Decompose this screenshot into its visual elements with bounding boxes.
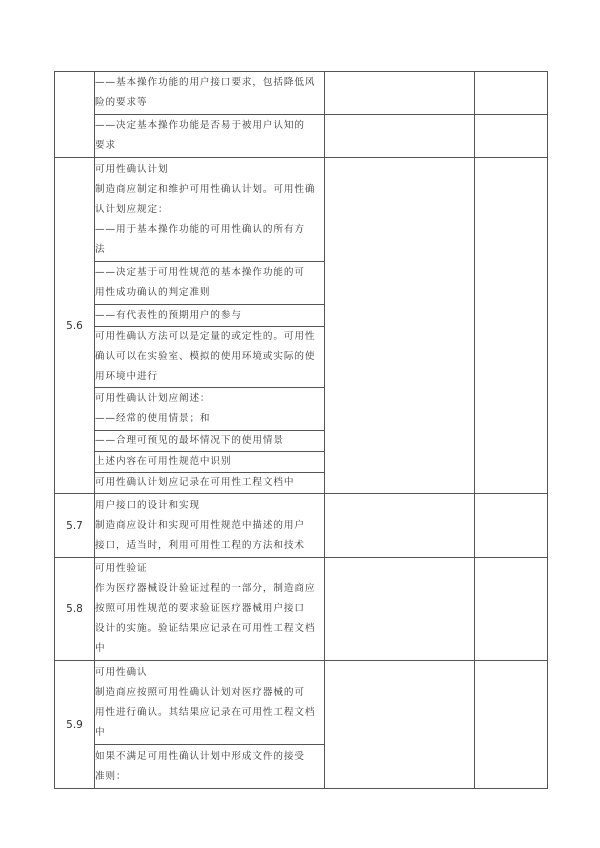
section-number-cell bbox=[55, 661, 95, 789]
text-line: 可用性确认计划应阐述： bbox=[95, 393, 211, 404]
blank-cell bbox=[475, 661, 548, 789]
section-number: 5.6 bbox=[66, 319, 83, 332]
blank-cell bbox=[325, 72, 475, 115]
requirement-cell bbox=[95, 305, 325, 327]
requirement-cell bbox=[95, 115, 325, 158]
text-line: 用性成功确认的判定准则 bbox=[95, 287, 211, 298]
text-line: 可用性确认 bbox=[95, 666, 148, 678]
blank-cell bbox=[325, 558, 475, 661]
requirement-cell bbox=[95, 745, 325, 789]
blank-cell bbox=[475, 158, 548, 494]
requirement-cell bbox=[95, 661, 325, 745]
text-line: 用环境中进行 bbox=[95, 371, 158, 382]
text-line: 准则： bbox=[95, 770, 127, 782]
text-line: ——合理可预见的最坏情况下的使用情景 bbox=[95, 435, 284, 446]
requirement-cell bbox=[95, 327, 325, 388]
requirement-cell bbox=[95, 158, 325, 262]
blank-cell bbox=[325, 115, 475, 158]
text-line: 接口，适当时，利用可用性工程的方法和技术 bbox=[95, 539, 305, 551]
text-line: 作为医疗器械设计验证过程的一部分，制造商应 bbox=[95, 583, 316, 594]
section-number: 5.7 bbox=[66, 519, 83, 532]
text-line: 制造商应按照可用性确认计划对医疗器械的可 bbox=[95, 686, 305, 698]
text-line: ——经常的使用情景；和 bbox=[95, 413, 211, 424]
text-line: 上述内容在可用性规范中识别 bbox=[95, 456, 232, 467]
requirement-cell bbox=[95, 473, 325, 494]
text-line: 用性进行确认。其结果应记录在可用性工程文档 bbox=[95, 706, 316, 718]
blank-cell bbox=[475, 494, 548, 558]
text-line: ——有代表性的预期用户的参与 bbox=[95, 309, 242, 321]
requirement-cell bbox=[95, 431, 325, 452]
requirements-table bbox=[54, 71, 548, 789]
text-line: ——决定基本操作功能是否易于被用户认知的 bbox=[95, 120, 305, 131]
blank-cell bbox=[475, 558, 548, 661]
text-line: 可用性确认计划应记录在可用性工程文档中 bbox=[95, 477, 295, 488]
text-line: 可用性确认计划 bbox=[95, 163, 169, 175]
section-number-cell bbox=[55, 158, 95, 494]
text-line: 如果不满足可用性确认计划中形成文件的接受 bbox=[95, 750, 305, 762]
text-line: 法 bbox=[95, 243, 106, 255]
text-line: 制造商应制定和维护可用性确认计划。可用性确 bbox=[95, 183, 316, 195]
requirement-cell bbox=[95, 494, 325, 558]
section-number: 5.9 bbox=[66, 718, 83, 731]
text-line: 中 bbox=[95, 643, 106, 654]
requirement-cell bbox=[95, 388, 325, 431]
text-line: ——决定基于可用性规范的基本操作功能的可 bbox=[95, 267, 305, 278]
section-number-cell bbox=[55, 72, 95, 158]
text-line: 制造商应设计和实现可用性规范中描述的用户 bbox=[95, 519, 305, 531]
requirement-cell bbox=[95, 262, 325, 305]
text-line: 可用性验证 bbox=[95, 563, 148, 574]
text-line: 认计划应规定： bbox=[95, 203, 169, 215]
blank-cell bbox=[325, 661, 475, 789]
text-line: 险的要求等 bbox=[95, 97, 148, 108]
requirement-cell bbox=[95, 72, 325, 115]
text-line: 中 bbox=[95, 726, 106, 738]
blank-cell bbox=[325, 158, 475, 494]
section-number: 5.8 bbox=[66, 603, 83, 615]
section-number-cell bbox=[55, 558, 95, 661]
blank-cell bbox=[325, 494, 475, 558]
text-line: 按照可用性规范的要求验证医疗器械用户接口 bbox=[95, 603, 305, 614]
text-line: 设计的实施。验证结果应记录在可用性工程文档 bbox=[95, 623, 316, 634]
text-line: 可用性确认方法可以是定量的或定性的。可用性 bbox=[95, 331, 316, 342]
text-line: 要求 bbox=[95, 140, 116, 151]
blank-cell bbox=[475, 72, 548, 115]
text-line: 确认可以在实验室、模拟的使用环境或实际的使 bbox=[95, 351, 316, 362]
requirement-cell bbox=[95, 558, 325, 661]
text-line: ——基本操作功能的用户接口要求，包括降低风 bbox=[95, 77, 316, 88]
text-line: 用户接口的设计和实现 bbox=[95, 499, 200, 511]
section-number-cell bbox=[55, 494, 95, 558]
requirement-cell bbox=[95, 452, 325, 473]
blank-cell bbox=[475, 115, 548, 158]
text-line: ——用于基本操作功能的可用性确认的所有方 bbox=[95, 223, 305, 235]
